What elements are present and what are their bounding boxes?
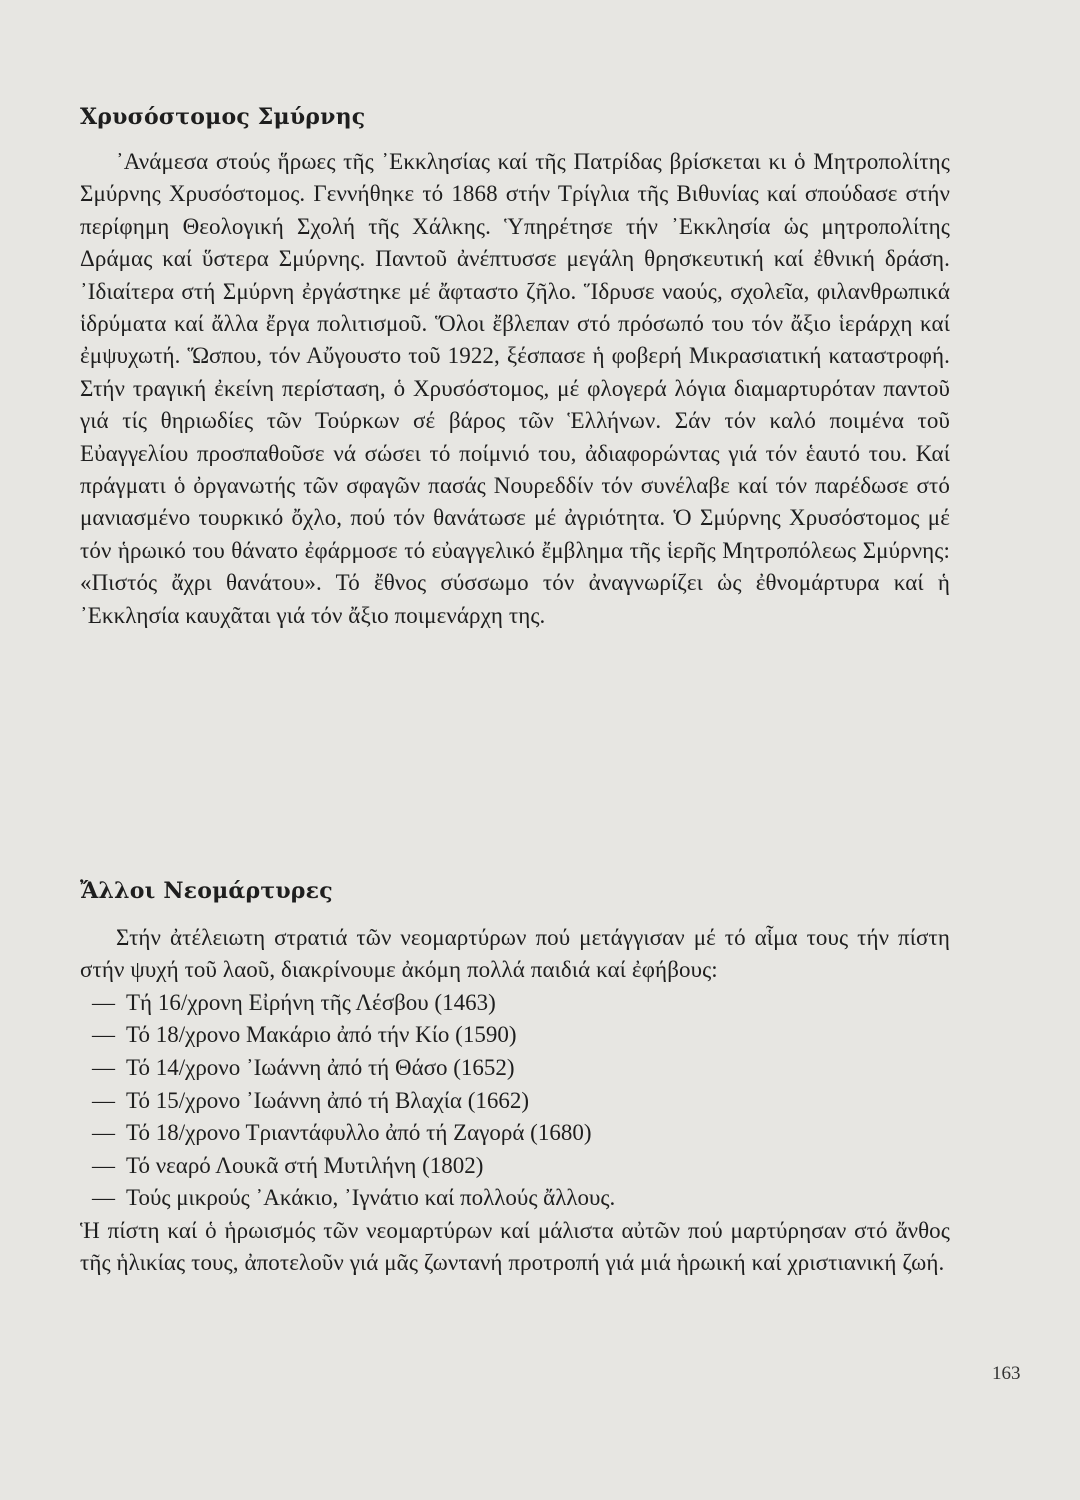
section-body-chrysostomos: ᾿Ανάμεσα στούς ἥρωες τῆς ᾿Εκκλησίας καί τῆς Πατρίδας βρίσκεται κι ὁ Μητροπολίτης Σμύρνης Χρυσόστομος. Γεννήθηκε τό 1868 στήν Τρίγλια τῆς Βιθυνίας καί σπούδασε στήν περίφημη Θεολογική Σχολή τῆς Χάλκης. Ὑπηρέτησε τήν ᾿Εκκλησία ὡς μητροπολίτης Δράμας καί ὕστερα Σμύρνης. Παντοῦ ἀνέπτυσσε μεγάλη θρησκευτική καί ἐθνική δράση. ᾿Ιδιαίτερα στή Σμύρνη ἐργάστηκε μέ ἄφταστο ζῆλο. Ἵδρυσε ναούς, σχολεῖα, φιλανθρωπικά ἱδρύματα καί ἄλλα ἔργα πολιτισμοῦ. Ὅλοι ἔβλεπαν στό πρόσωπό του τόν ἄξιο ἱεράρχη καί ἐμψυχωτή. Ὥσπου, τόν Αὔγουστο τοῦ 1922, ξέσπασε ἡ φοβερή Μικρασιατική καταστροφή. Στήν τραγική ἐκείνη περίσταση, ὁ Χρυσόστομος, μέ φλογερά λόγια διαμαρτυρόταν παντοῦ γιά τίς θηριωδίες τῶν Τούρκων σέ βάρος τῶν Ἑλλήνων. Σάν τόν καλό ποιμένα τοῦ Εὐαγγελίου προσπαθοῦσε νά σώσει τό ποίμνιό του, ἀδιαφορώντας γιά τόν ἑαυτό του. Καί πράγματι ὁ ὀργανωτής τῶν σφαγῶν πασάς Νουρεδδίν τόν συνέλαβε καί τόν παρέδωσε στό μανιασμένο τουρκικό ὄχλο, πού τόν θανάτωσε μέ ἀγριότητα. Ὁ Σμύρνης Χρυσόστομος μέ τόν ἡρωικό του θάνατο ἐφάρμοσε τό εὐαγγελικό ἔμβλημα τῆς ἱερῆς Μητροπόλεως Σμύρνης: «Πιστός ἄχρι θανάτου». Τό ἔθνος σύσσωμο τόν ἀναγνωρίζει ὡς ἐθνομάρτυρα καί ἡ ᾿Εκκλησία καυχᾶται γιά τόν ἄξιο ποιμενάρχη της.	[80, 149, 950, 628]
list-item-text: Τό νεαρό Λουκᾶ στή Μυτιλήνη (1802)	[126, 1152, 484, 1178]
list-dash: —	[92, 989, 115, 1015]
list-dash: —	[92, 1022, 115, 1048]
list-item	[80, 1052, 950, 1085]
list-dash: —	[92, 1055, 115, 1080]
section-heading-chrysostomos: Χρυσόστομος Σμύρνης	[80, 104, 366, 130]
neomartyrs-list	[80, 987, 950, 1215]
list-item	[80, 1150, 950, 1183]
list-item-text: Τή 16/χρονη Εἰρήνη τῆς Λέσβου (1463)	[126, 989, 496, 1015]
neomartyrs-closing: Ἡ πίστη καί ὁ ἡρωισμός τῶν νεομαρτύρων καί μάλιστα αὐτῶν πού μαρτύρησαν στό ἄνθος τῆς ἡλικίας τους, ἀποτελοῦν γιά μᾶς ζωντανή προτροπή γιά μιά ἡρωική καί χριστιανική ζωή.	[80, 1217, 950, 1276]
list-dash: —	[92, 1152, 115, 1178]
list-item-text: Τό 18/χρονο Μακάριο ἀπό τήν Κίο (1590)	[126, 1022, 517, 1048]
list-dash: —	[92, 1120, 115, 1146]
section-heading-neomartyrs: Ἄλλοι Νεομάρτυρες	[80, 878, 333, 904]
list-dash: —	[92, 1185, 115, 1211]
list-item-text: Τούς μικρούς ᾿Ακάκιο, ᾿Ιγνάτιο καί πολλούς ἄλλους.	[126, 1185, 616, 1211]
list-item	[80, 1019, 950, 1052]
page-number: 163	[992, 1363, 1021, 1384]
list-item	[80, 1085, 950, 1118]
section-body-neomartyrs	[80, 922, 950, 1280]
list-dash: —	[92, 1087, 115, 1113]
list-item-text: Τό 15/χρονο ᾿Ιωάννη ἀπό τή Βλαχία (1662)	[126, 1087, 530, 1113]
list-item	[80, 987, 950, 1020]
neomartyrs-intro: Στήν ἀτέλειωτη στρατιά τῶν νεομαρτύρων πού μετάγγισαν μέ τό αἷμα τους τήν πίστη στήν ψυχή τοῦ λαοῦ, διακρίνουμε ἀκόμη πολλά παιδιά καί ἐφήβους:	[80, 925, 950, 983]
list-item-text: Τό 14/χρονο ᾿Ιωάννη ἀπό τή Θάσο (1652)	[126, 1055, 515, 1080]
list-item	[80, 1182, 950, 1215]
list-item-text: Τό 18/χρονο Τριαντάφυλλο ἀπό τή Ζαγορά (1680)	[126, 1120, 592, 1146]
list-item	[80, 1117, 950, 1150]
